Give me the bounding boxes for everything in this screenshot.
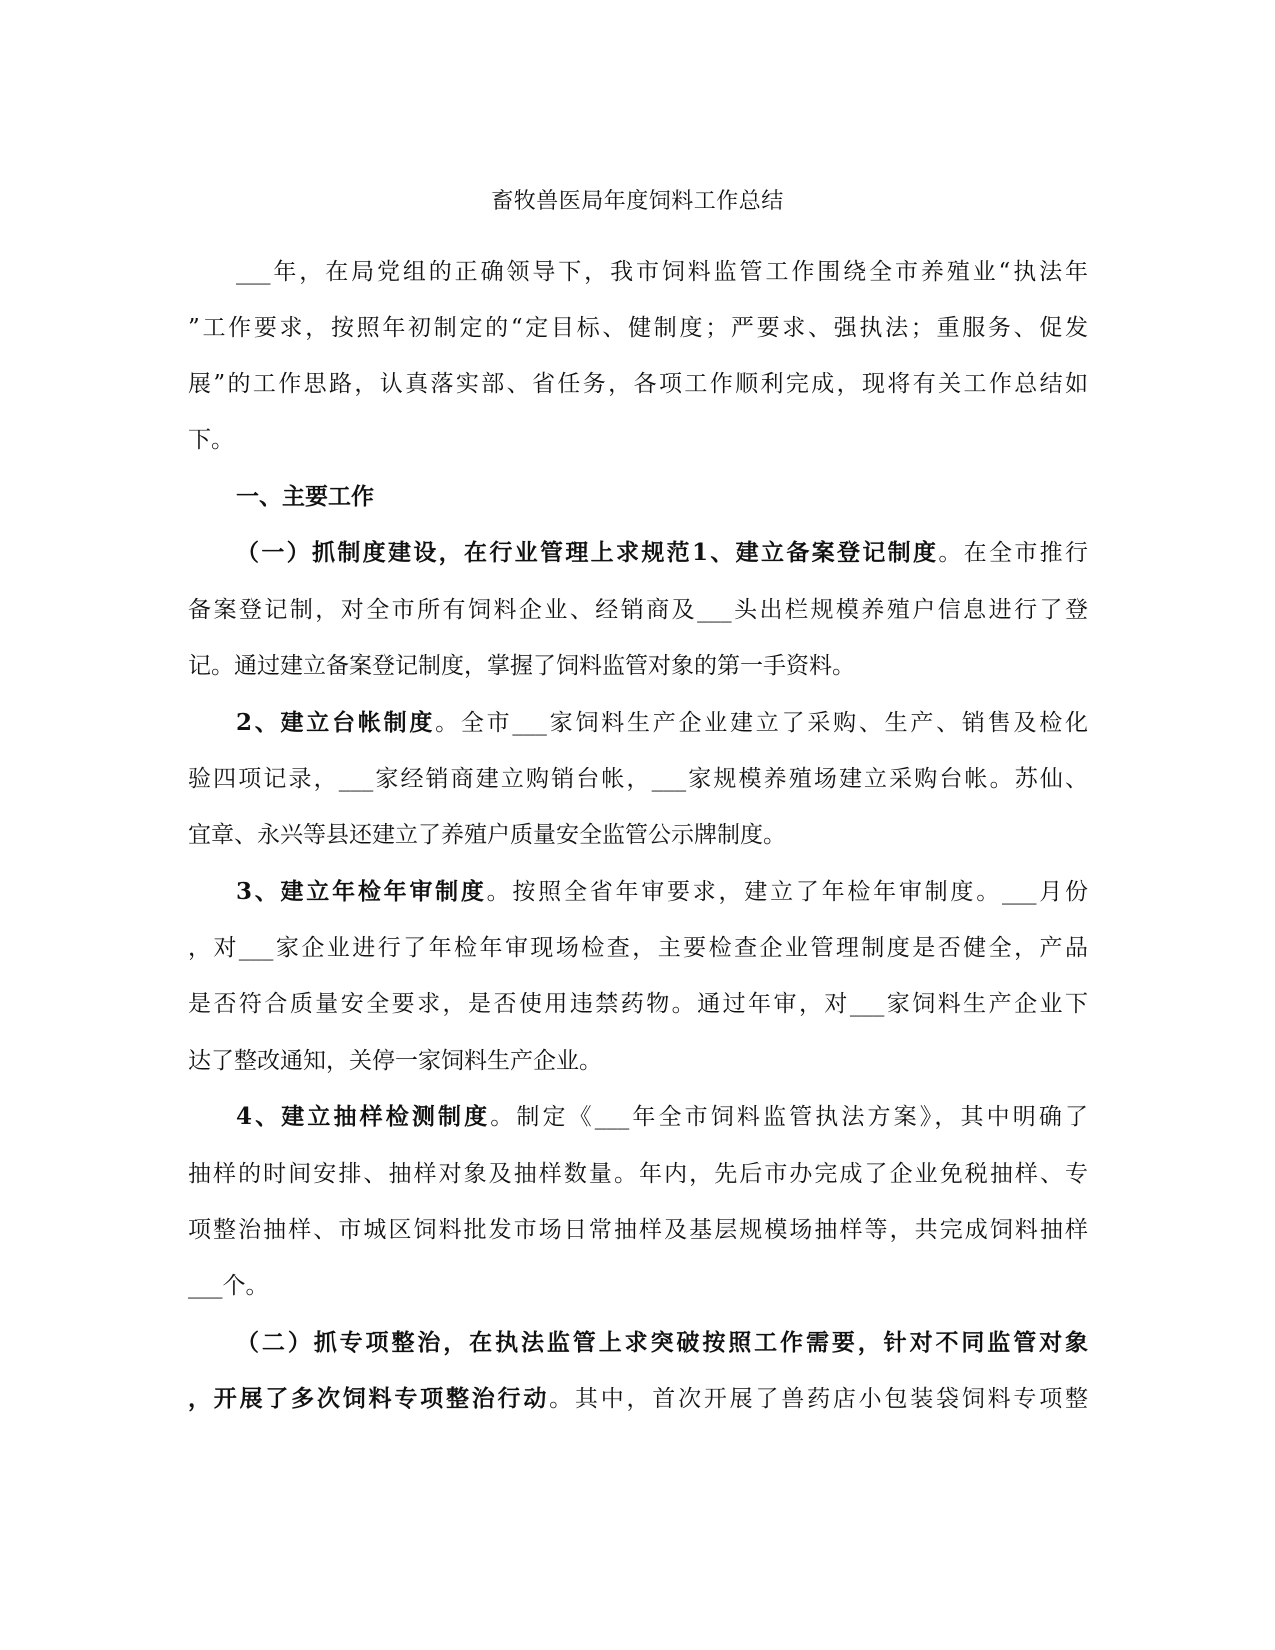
p1-line-3: 记。通过建立备案登记制度，掌握了饲料监管对象的第一手资料。 xyxy=(188,653,855,679)
section-heading-text: 一、主要工作 xyxy=(236,483,374,510)
p4-line-4: ___个。 xyxy=(188,1273,269,1299)
section-heading-main-work xyxy=(236,482,1088,512)
document-title: 畜牧兽医局年度饲料工作总结 xyxy=(491,189,784,214)
p3-line-4: 达了整改通知，关停一家饲料生产企业。 xyxy=(188,1048,602,1074)
p3-line-2: ，对___家企业进行了年检年审现场检查，主要检查企业管理制度是否健全，产品 xyxy=(188,935,1088,961)
p4-line-3: 项整治抽样、市城区饲料批发市场日常抽样及基层规模场抽样等，共完成饲料抽样 xyxy=(188,1217,1088,1243)
p1-line-1 xyxy=(236,538,1088,568)
p5-bold-heading: （二）抓专项整治，在执法监管上求突破按照工作需要，针对不同监管对象 xyxy=(236,1329,1088,1356)
p2-line-1 xyxy=(236,708,1088,738)
p1-line-2: 备案登记制，对全市所有饲料企业、经销商及___头出栏规模养殖户信息进行了登 xyxy=(188,597,1088,623)
p3-line-1 xyxy=(236,877,1088,907)
p3-bold-heading: 3、建立年检年审制度 xyxy=(236,878,487,905)
p4-bold-heading: 4、建立抽样检测制度 xyxy=(236,1103,491,1130)
p4-line-1 xyxy=(236,1102,1088,1132)
p2-bold-heading: 2、建立台帐制度 xyxy=(236,709,436,736)
intro-line-1: ___年，在局党组的正确领导下，我市饲料监管工作围绕全市养殖业“执法年 xyxy=(236,259,1088,285)
p2-line-3: 宜章、永兴等县还建立了养殖户质量安全监管公示牌制度。 xyxy=(188,822,786,848)
p4-line-2: 抽样的时间安排、抽样对象及抽样数量。年内，先后市办完成了企业免税抽样、专 xyxy=(188,1161,1088,1187)
p1-bold-heading: （一）抓制度建设，在行业管理上求规范1、建立备案登记制度 xyxy=(236,539,939,566)
p5-text: 。其中，首次开展了兽药店小包装袋饲料专项整 xyxy=(549,1386,1088,1412)
p3-line-3: 是否符合质量安全要求，是否使用违禁药物。通过年审，对___家饲料生产企业下 xyxy=(188,991,1088,1017)
p5-line-1 xyxy=(236,1328,1088,1358)
intro-line-3: 展”的工作思路，认真落实部、省任务，各项工作顺利完成，现将有关工作总结如 xyxy=(188,371,1088,397)
p5-bold-continued: ，开展了多次饲料专项整治行动 xyxy=(188,1385,550,1412)
p1-text: 。在全市推行 xyxy=(938,540,1088,566)
p2-text: 。全市___家饲料生产企业建立了采购、生产、销售及检化 xyxy=(435,710,1088,736)
p2-line-2: 验四项记录，___家经销商建立购销台帐，___家规模养殖场建立采购台帐。苏仙、 xyxy=(188,766,1088,792)
p5-line-2 xyxy=(188,1384,1088,1414)
intro-line-4: 下。 xyxy=(188,427,234,453)
intro-line-2: ”工作要求，按照年初制定的“定目标、健制度；严要求、强执法；重服务、促发 xyxy=(188,315,1088,341)
p4-text: 。制定《___年全市饲料监管执法方案》，其中明确了 xyxy=(490,1104,1088,1130)
p3-text: 。按照全省年审要求，建立了年检年审制度。___月份 xyxy=(486,879,1088,905)
